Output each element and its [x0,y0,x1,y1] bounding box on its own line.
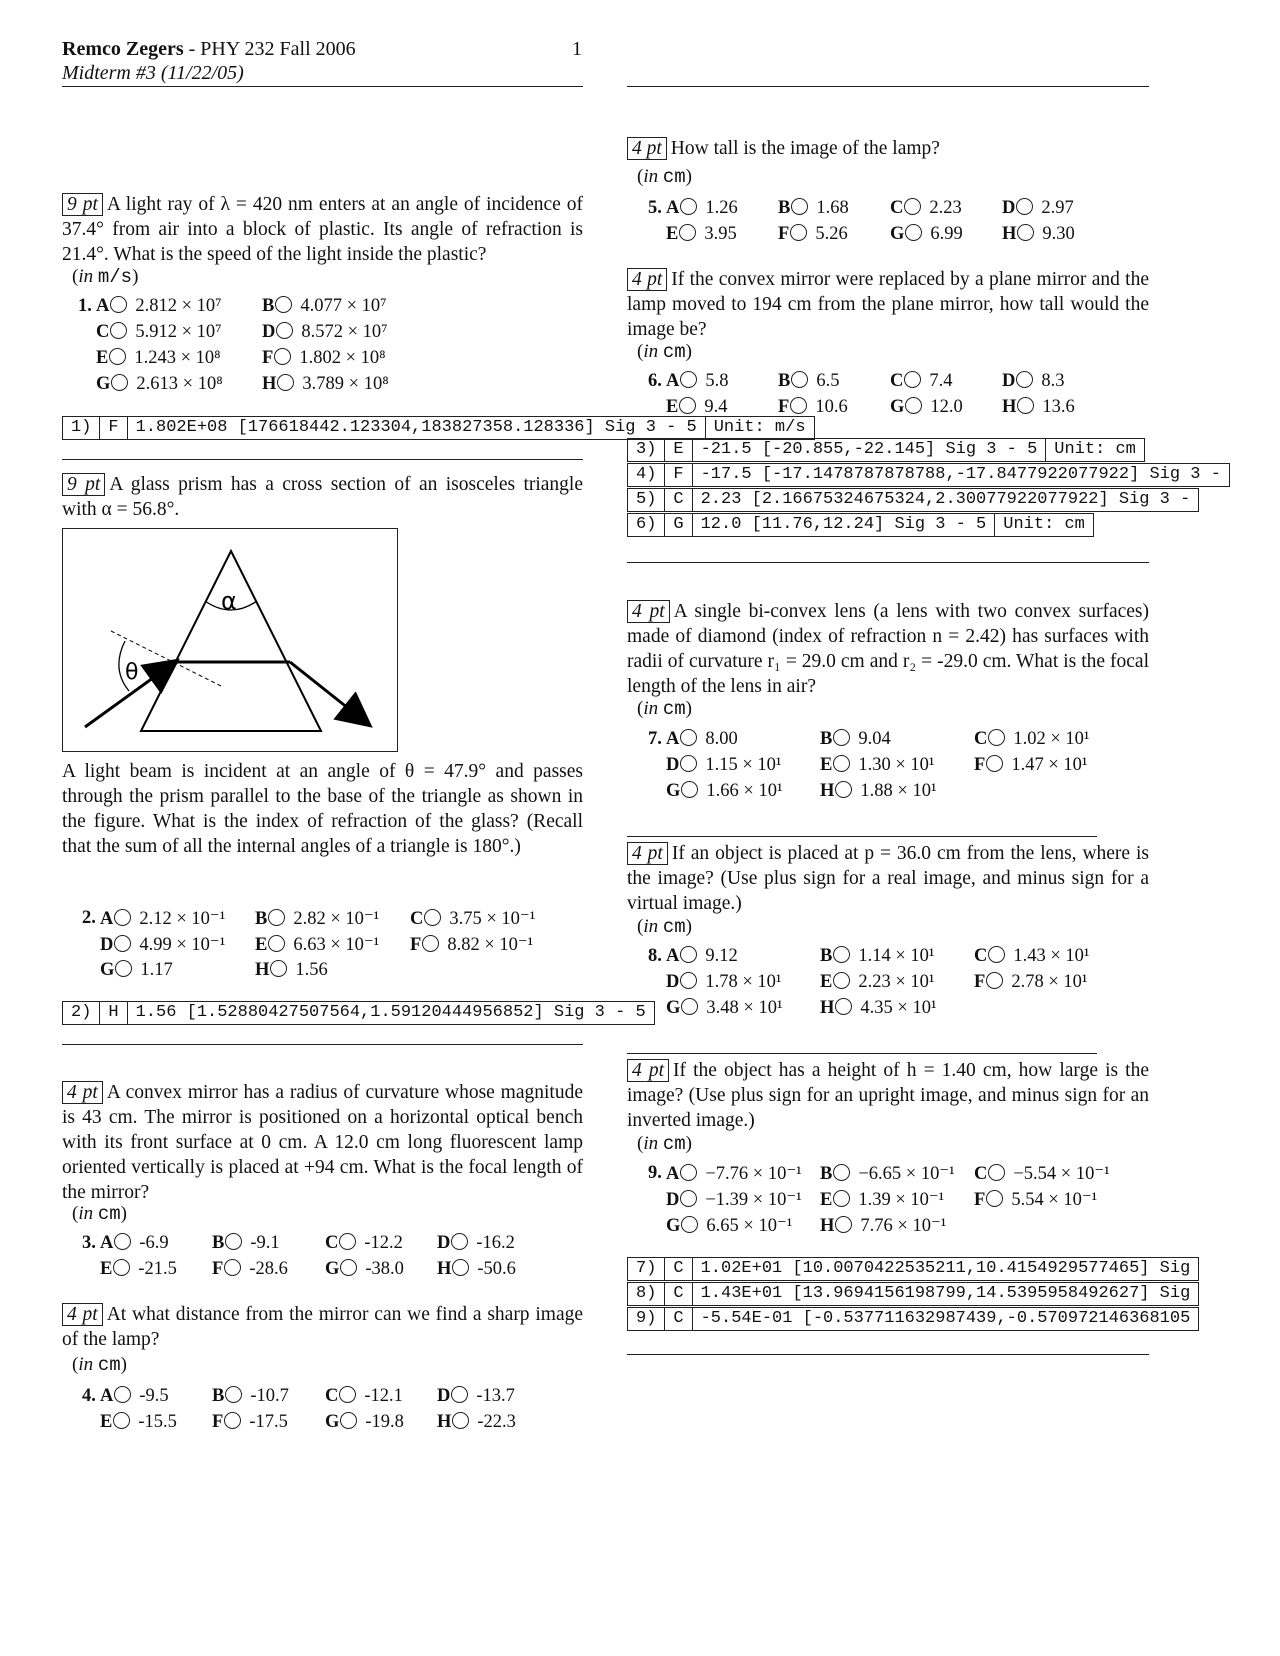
question-number: 5. [648,198,662,218]
page-number: 1 [572,38,582,60]
option-h[interactable]: H 1.88 × 10¹ [820,781,937,801]
option-value: 1.30 × 10¹ [858,755,935,775]
option-b[interactable]: B -9.1 [212,1233,280,1253]
option-g[interactable]: G 1.17 [100,960,173,980]
option-value: 4.077 × 10⁷ [300,296,387,316]
question-text: A glass prism has a cross section of an isosceles triangle with α = 56.8°. [62,474,584,520]
option-value: 1.14 × 10¹ [858,946,935,966]
option-e[interactable]: E 9.4 [666,397,728,417]
unit-label: (in cm) [637,916,692,938]
option-h[interactable]: H -22.3 [437,1412,516,1432]
option-e[interactable]: E 6.63 × 10⁻¹ [255,935,380,955]
option-e[interactable]: E 2.23 × 10¹ [820,972,935,992]
points-badge: 9 pt [62,193,103,216]
option-value: 1.802 × 10⁸ [299,348,386,368]
course-name: - PHY 232 Fall 2006 [183,38,356,60]
option-d[interactable]: D 8.572 × 10⁷ [262,322,388,342]
question-text: If an object is placed at p = 36.0 cm from the lens, where is the image? (Use plus sign for a real image, and minus sign for a virtual image.) [627,843,1149,914]
answer-key-9: 9) C -5.54E-01 [-0.537711632987439,-0.570972146368105 [627,1307,1199,1331]
option-value: 1.78 × 10¹ [705,972,782,992]
radio-circle-icon[interactable] [451,1386,468,1403]
question-text: A convex mirror has a radius of curvature whose magnitude is 43 cm. The mirror is positioned on a horizontal optical bench with its front surface at 0 cm. A 12.0 cm long fluorescent lamp oriented vertically is placed at +94 cm. What is the focal length of the mirror? [62,1082,583,1203]
author-name: Remco Zegers [62,38,184,60]
radio-circle-icon[interactable] [681,781,698,798]
option-value: -15.5 [138,1412,177,1432]
option-value: 8.572 × 10⁷ [301,322,388,342]
question-number: 7. [648,729,662,749]
points-badge: 9 pt [62,473,105,496]
option-value: 12.0 [930,397,963,417]
option-f[interactable]: F 8.82 × 10⁻¹ [410,935,534,955]
divider [627,562,1149,563]
option-f[interactable]: F 10.6 [778,397,848,417]
option-c[interactable]: C −5.54 × 10⁻¹ [974,1164,1110,1184]
radio-circle-icon[interactable] [791,371,808,388]
radio-circle-icon[interactable] [225,1233,242,1250]
option-f[interactable]: F 1.47 × 10¹ [974,755,1088,775]
question-6 [627,267,1149,342]
option-value: 3.48 × 10¹ [706,998,783,1018]
question-number: 9. [648,1163,662,1183]
radio-circle-icon[interactable] [680,198,697,215]
radio-circle-icon[interactable] [224,1412,241,1429]
option-c[interactable]: C 3.75 × 10⁻¹ [410,909,536,929]
question-text: If the object has a height of h = 1.40 cm, how large is the image? (Use plus sign for an upright image, and minus sign for an inverted image.) [627,1060,1149,1131]
option-value: 9.30 [1042,224,1075,244]
option-value: -9.5 [139,1386,169,1406]
divider [627,1354,1149,1355]
radio-circle-icon[interactable] [835,1216,852,1233]
answer-key-6: 6) G 12.0 [11.76,12.24] Sig 3 - 5 Unit: cm [627,513,1094,537]
question-1 [62,192,583,267]
option-g[interactable]: G 3.48 × 10¹ [666,998,783,1018]
option-value: -10.7 [250,1386,289,1406]
option-value: 2.23 × 10¹ [858,972,935,992]
option-value: 1.66 × 10¹ [706,781,783,801]
option-b[interactable]: B 9.04 [820,729,891,749]
option-value: 3.75 × 10⁻¹ [449,909,536,929]
option-value: 8.00 [705,729,738,749]
option-g[interactable]: G 6.65 × 10⁻¹ [666,1216,793,1236]
option-value: 5.912 × 10⁷ [135,322,222,342]
radio-circle-icon[interactable] [833,946,850,963]
divider [627,836,1097,837]
answer-key-3: 3) E -21.5 [-20.855,-22.145] Sig 3 - 5 Unit: cm [627,438,1145,462]
option-value: 2.78 × 10¹ [1011,972,1088,992]
answer-key-5: 5) C 2.23 [2.16675324675324,2.30077922077922] Sig 3 - [627,488,1199,512]
option-e[interactable]: E 1.39 × 10⁻¹ [820,1190,945,1210]
option-b[interactable]: B -10.7 [212,1386,289,1406]
answer-key-2: 2) H 1.56 [1.52880427507564,1.59120444956852] Sig 3 - 5 [62,1001,655,1025]
option-value: 9.12 [705,946,738,966]
option-value: 5.54 × 10⁻¹ [1011,1190,1098,1210]
option-c[interactable]: C 1.43 × 10¹ [974,946,1090,966]
points-badge: 4 pt [627,137,667,160]
radio-circle-icon[interactable] [790,224,807,241]
radio-circle-icon[interactable] [1017,397,1034,414]
radio-circle-icon[interactable] [680,1164,697,1181]
option-d[interactable]: D −1.39 × 10⁻¹ [666,1190,802,1210]
option-value: 1.02 × 10¹ [1013,729,1090,749]
divider [627,1053,1097,1054]
option-value: -22.3 [477,1412,516,1432]
question-2 [62,472,583,522]
option-value: 8.82 × 10⁻¹ [447,935,534,955]
radio-circle-icon[interactable] [986,755,1003,772]
radio-circle-icon[interactable] [905,397,922,414]
option-a[interactable]: A -6.9 [100,1233,169,1253]
option-g[interactable]: G 1.66 × 10¹ [666,781,783,801]
option-d[interactable]: D -13.7 [437,1386,515,1406]
option-value: 1.39 × 10⁻¹ [858,1190,945,1210]
divider [62,459,583,460]
option-value: 2.82 × 10⁻¹ [293,909,380,929]
divider [627,86,1149,87]
answer-key-1: 1) F 1.802E+08 [176618442.123304,183827358.128336] Sig 3 - 5 Unit: m/s [62,416,815,440]
radio-circle-icon[interactable] [1016,198,1033,215]
option-value: 6.5 [816,371,840,391]
option-value: -12.2 [364,1233,403,1253]
radio-circle-icon[interactable] [110,322,127,339]
question-8 [627,841,1149,916]
radio-circle-icon[interactable] [109,348,126,365]
option-value: −5.54 × 10⁻¹ [1013,1164,1110,1184]
option-value: 2.97 [1041,198,1074,218]
theta-label: θ [125,660,139,685]
header-title [62,38,356,61]
points-badge: 4 pt [627,600,670,623]
option-value: −7.76 × 10⁻¹ [705,1164,802,1184]
prism-triangle [141,551,321,731]
option-value: 4.35 × 10¹ [860,998,937,1018]
radio-circle-icon[interactable] [680,946,697,963]
radio-circle-icon[interactable] [276,322,293,339]
radio-circle-icon[interactable] [833,1164,850,1181]
radio-circle-icon[interactable] [680,729,697,746]
answer-key-4: 4) F -17.5 [-17.1478787878788,-17.8477922077922] Sig 3 - [627,463,1230,487]
option-c[interactable]: C 1.02 × 10¹ [974,729,1090,749]
option-value: -13.7 [476,1386,515,1406]
question-number: 1. [78,296,92,316]
option-value: 3.789 × 10⁸ [302,374,389,394]
question-number: 8. [648,946,662,966]
option-value: 3.95 [704,224,737,244]
option-d[interactable]: D 1.15 × 10¹ [666,755,782,775]
radio-circle-icon[interactable] [275,296,292,313]
prism-diagram [63,529,397,751]
radio-circle-icon[interactable] [835,781,852,798]
radio-circle-icon[interactable] [113,1412,130,1429]
option-value: 1.47 × 10¹ [1011,755,1088,775]
option-a[interactable]: A 8.00 [666,729,738,749]
option-b[interactable]: B 4.077 × 10⁷ [262,296,387,316]
option-value: −1.39 × 10⁻¹ [705,1190,802,1210]
option-e[interactable]: E -21.5 [100,1259,177,1279]
option-a[interactable]: A −7.76 × 10⁻¹ [666,1164,802,1184]
option-value: -21.5 [138,1259,177,1279]
option-value: 8.3 [1041,371,1065,391]
question-4 [62,1302,583,1352]
divider [62,86,583,87]
radio-circle-icon[interactable] [988,946,1005,963]
radio-circle-icon[interactable] [988,729,1005,746]
option-g[interactable]: G -38.0 [325,1259,404,1279]
option-value: 1.26 [705,198,738,218]
option-f[interactable]: F 5.26 [778,224,848,244]
option-f[interactable]: F 2.78 × 10¹ [974,972,1088,992]
answer-key-8: 8) C 1.43E+01 [13.9694156198799,14.5395958492627] Sig [627,1282,1199,1306]
option-a[interactable]: A 1.26 [666,198,738,218]
question-text: A light ray of λ = 420 nm enters at an angle of incidence of 37.4° from air into a block of plastic. Its angle of refraction is 21.4°. What is the speed of the light inside the plastic? [62,194,583,265]
question-text: A single bi-convex lens (a lens with two convex surfaces) made of diamond (index of refraction n = 2.42) has surfaces with radii of curvature r₁ = 29.0 cm and r₂ = -29.0 cm. What is the focal length of the lens in air? [627,601,1149,697]
divider [62,1044,583,1045]
option-value: 10.6 [815,397,848,417]
option-a[interactable]: A 2.12 × 10⁻¹ [100,909,226,929]
option-h[interactable]: H 4.35 × 10¹ [820,998,937,1018]
option-value: −6.65 × 10⁻¹ [858,1164,955,1184]
radio-circle-icon[interactable] [225,1386,242,1403]
option-value: 1.15 × 10¹ [705,755,782,775]
option-value: 2.812 × 10⁷ [135,296,222,316]
option-value: 5.26 [815,224,848,244]
alpha-label: α [221,587,237,615]
unit-label: (in m/s) [72,266,139,288]
radio-circle-icon[interactable] [452,1412,469,1429]
option-g[interactable]: G -19.8 [325,1412,404,1432]
radio-circle-icon[interactable] [339,1233,356,1250]
option-f[interactable]: F 5.54 × 10⁻¹ [974,1190,1098,1210]
question-7 [627,599,1149,699]
radio-circle-icon[interactable] [679,397,696,414]
radio-circle-icon[interactable] [111,374,128,391]
radio-circle-icon[interactable] [270,960,287,977]
option-d[interactable]: D 1.78 × 10¹ [666,972,782,992]
radio-circle-icon[interactable] [114,935,131,952]
option-a[interactable]: A 9.12 [666,946,738,966]
question-number: 6. [648,371,662,391]
radio-circle-icon[interactable] [1016,371,1033,388]
option-d[interactable]: D -16.2 [437,1233,515,1253]
radio-circle-icon[interactable] [422,935,439,952]
exam-title: Midterm #3 (11/22/05) [62,62,244,84]
option-value: 2.613 × 10⁸ [136,374,223,394]
option-value: 5.8 [705,371,729,391]
option-d[interactable]: D 8.3 [1002,371,1065,391]
radio-circle-icon[interactable] [790,397,807,414]
radio-circle-icon[interactable] [114,1233,131,1250]
option-value: 2.12 × 10⁻¹ [139,909,226,929]
points-badge: 4 pt [62,1081,103,1104]
unit-label: (in cm) [637,166,692,188]
radio-circle-icon[interactable] [1017,224,1034,241]
option-value: -19.8 [365,1412,404,1432]
radio-circle-icon[interactable] [277,374,294,391]
option-d[interactable]: D 2.97 [1002,198,1074,218]
radio-circle-icon[interactable] [680,755,697,772]
option-value: 1.88 × 10¹ [860,781,937,801]
option-e[interactable]: E 3.95 [666,224,737,244]
question-number: 4. [82,1386,96,1406]
option-d[interactable]: D 4.99 × 10⁻¹ [100,935,226,955]
option-h[interactable]: H 1.56 [255,960,328,980]
answer-key-7: 7) C 1.02E+01 [10.0070422535211,10.4154929577465] Sig [627,1257,1199,1281]
prism-figure [62,528,398,752]
question-3 [62,1080,583,1205]
option-value: 9.04 [858,729,891,749]
radio-circle-icon[interactable] [791,198,808,215]
option-g[interactable]: G 12.0 [890,397,963,417]
radio-circle-icon[interactable] [451,1233,468,1250]
radio-circle-icon[interactable] [114,1386,131,1403]
option-value: 1.17 [140,960,173,980]
radio-circle-icon[interactable] [680,1190,697,1207]
option-f[interactable]: F 1.802 × 10⁸ [262,348,386,368]
option-e[interactable]: E 1.243 × 10⁸ [96,348,221,368]
option-value: -16.2 [476,1233,515,1253]
question-text: How tall is the image of the lamp? [670,138,940,159]
radio-circle-icon[interactable] [681,998,698,1015]
option-c[interactable]: C -12.1 [325,1386,403,1406]
question-9 [627,1058,1149,1133]
radio-circle-icon[interactable] [833,729,850,746]
radio-circle-icon[interactable] [988,1164,1005,1181]
question-number: 3. [82,1233,96,1253]
points-badge: 4 pt [627,268,667,291]
radio-circle-icon[interactable] [835,998,852,1015]
unit-label: (in cm) [637,341,692,363]
radio-circle-icon[interactable] [680,371,697,388]
option-g[interactable]: G 2.613 × 10⁸ [96,374,223,394]
option-a[interactable]: A 5.8 [666,371,729,391]
question-number: 2. [82,908,96,928]
option-e[interactable]: E 1.30 × 10¹ [820,755,935,775]
option-value: -9.1 [250,1233,280,1253]
option-a[interactable]: A 2.812 × 10⁷ [96,296,222,316]
radio-circle-icon[interactable] [986,1190,1003,1207]
option-h[interactable]: H -50.6 [437,1259,516,1279]
option-value: 1.68 [816,198,849,218]
option-value: 6.65 × 10⁻¹ [706,1216,793,1236]
points-badge: 4 pt [627,1059,669,1082]
option-value: -12.1 [364,1386,403,1406]
points-badge: 4 pt [62,1303,103,1326]
option-h[interactable]: H 7.76 × 10⁻¹ [820,1216,947,1236]
option-b[interactable]: B 6.5 [778,371,840,391]
radio-circle-icon[interactable] [986,972,1003,989]
radio-circle-icon[interactable] [113,1259,130,1276]
radio-circle-icon[interactable] [905,224,922,241]
radio-circle-icon[interactable] [833,972,850,989]
option-f[interactable]: F -17.5 [212,1412,288,1432]
option-value: 6.63 × 10⁻¹ [293,935,380,955]
option-value: 7.4 [929,371,953,391]
option-a[interactable]: A -9.5 [100,1386,169,1406]
option-b[interactable]: B −6.65 × 10⁻¹ [820,1164,955,1184]
option-value: 6.99 [930,224,963,244]
question-2-body: A light beam is incident at an angle of θ = 47.9° and passes through the prism parallel to the base of the triangle as shown in the figure. What is the index of refraction of the glass? (Recall that the sum of all the internal angles of a triangle is 180°.) [62,761,583,857]
radio-circle-icon[interactable] [452,1259,469,1276]
option-value: 7.76 × 10⁻¹ [860,1216,947,1236]
unit-label: (in cm) [72,1354,127,1376]
radio-circle-icon[interactable] [680,972,697,989]
unit-label: (in cm) [637,698,692,720]
option-value: 13.6 [1042,397,1075,417]
option-h[interactable]: H 9.30 [1002,224,1075,244]
option-h[interactable]: H 3.789 × 10⁸ [262,374,389,394]
radio-circle-icon[interactable] [424,909,441,926]
option-b[interactable]: B 1.68 [778,198,849,218]
option-f[interactable]: F -28.6 [212,1259,288,1279]
option-value: 4.99 × 10⁻¹ [139,935,226,955]
radio-circle-icon[interactable] [340,1412,357,1429]
option-e[interactable]: E -15.5 [100,1412,177,1432]
option-value: 1.43 × 10¹ [1013,946,1090,966]
unit-label: (in cm) [72,1203,127,1225]
option-value: -6.9 [139,1233,169,1253]
option-b[interactable]: B 2.82 × 10⁻¹ [255,909,380,929]
radio-circle-icon[interactable] [833,755,850,772]
option-c[interactable]: C 5.912 × 10⁷ [96,322,222,342]
radio-circle-icon[interactable] [339,1386,356,1403]
radio-circle-icon[interactable] [114,909,131,926]
option-c[interactable]: C -12.2 [325,1233,403,1253]
option-value: -38.0 [365,1259,404,1279]
radio-circle-icon[interactable] [904,371,921,388]
radio-circle-icon[interactable] [679,224,696,241]
radio-circle-icon[interactable] [833,1190,850,1207]
option-c[interactable]: C 2.23 [890,198,962,218]
option-value: 2.23 [929,198,962,218]
option-value: 9.4 [704,397,728,417]
question-5 [627,136,1149,161]
unit-label: (in cm) [637,1133,692,1155]
question-text: At what distance from the mirror can we find a sharp image of the lamp? [62,1304,583,1350]
radio-circle-icon[interactable] [268,909,285,926]
option-value: 1.243 × 10⁸ [134,348,221,368]
option-value: -28.6 [249,1259,288,1279]
radio-circle-icon[interactable] [115,960,132,977]
option-b[interactable]: B 1.14 × 10¹ [820,946,935,966]
option-value: -17.5 [249,1412,288,1432]
option-c[interactable]: C 7.4 [890,371,953,391]
question-text: If the convex mirror were replaced by a plane mirror and the lamp moved to 194 cm from the plane mirror, how tall would the image be? [627,269,1150,340]
radio-circle-icon[interactable] [681,1216,698,1233]
radio-circle-icon[interactable] [224,1259,241,1276]
points-badge: 4 pt [627,842,668,865]
option-value: -50.6 [477,1259,516,1279]
option-value: 1.56 [295,960,328,980]
option-h[interactable]: H 13.6 [1002,397,1075,417]
radio-circle-icon[interactable] [268,935,285,952]
radio-circle-icon[interactable] [904,198,921,215]
option-g[interactable]: G 6.99 [890,224,963,244]
radio-circle-icon[interactable] [110,296,127,313]
radio-circle-icon[interactable] [340,1259,357,1276]
radio-circle-icon[interactable] [274,348,291,365]
